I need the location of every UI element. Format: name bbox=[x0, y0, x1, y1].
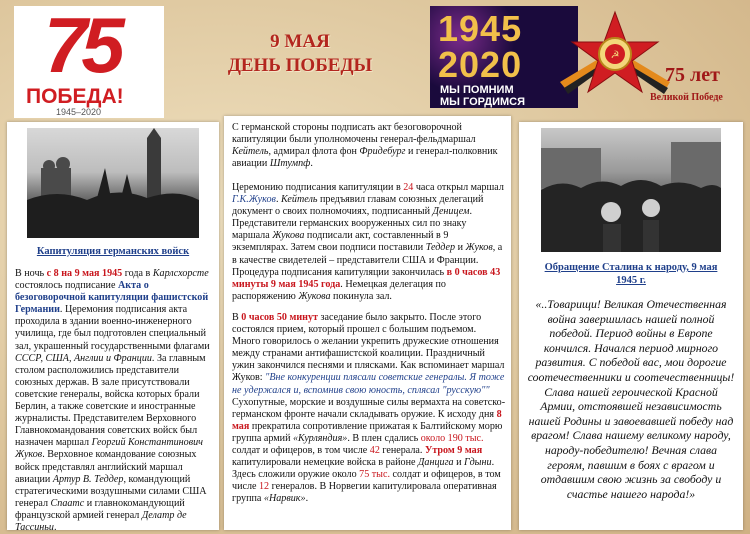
banner-motto-1: МЫ ПОМНИМ bbox=[440, 84, 514, 96]
kremlin-victory-photo bbox=[27, 128, 199, 238]
banner-year-1: 1945 bbox=[438, 8, 523, 49]
anniversary-subtitle: Великой Победе bbox=[650, 92, 723, 103]
anniversary-banner bbox=[430, 6, 578, 108]
anniversary-years: 75 лет bbox=[665, 64, 720, 86]
crowd-celebration-photo bbox=[541, 128, 721, 252]
left-text: В ночь с 8 на 9 мая 1945 года в Карлсхорсте состоялось подписание Акта о безоговорочной капитуляции фашистской Германии. Церемония подписания акта проходила в здании военно-инженерного училища, где был подготовлен специальный зал, украшенный государственными флагами СССР, США, Англии и Франции. За главным столом расположились представители союзных держав. В зале присутствовали советские генералы, войска которых брали Берлин, а также советские и иностранные журналисты. Представителем Верховного Главнокомандования советских войск был назначен маршал Георгий Константинович Жуков. Верховное командование союзных войск представлял английский маршал авиации Артур В. Теддер, командующий стратегическими воздушными силами США генерал Спаатс и главнокомандующий французской армией генерал Делатр де Тассиньи. bbox=[15, 268, 210, 533]
middle-panel bbox=[224, 116, 511, 530]
mid-paragraph-2: Церемонию подписания капитуляции в 24 часа открыл маршал Г.К.Жуков. Кейтель предъявил главам союзных делегаций документ о своих полномочиях, подписанный Деницем. Представители германских вооруженных сил по знаку маршала Жукова подписали акт, составленный в 9 экземплярах. Затем свои подписи поставили Теддер и Жуков, а в качестве свидетелей – представители США и Франции. Процедура подписания капитуляции закончилась в 0 часов 43 минуты 9 мая 1945 года. Немецкая делегация по распоряжению Жукова покинула зал. bbox=[232, 182, 504, 302]
banner-motto-2: МЫ ГОРДИМСЯ bbox=[440, 96, 526, 108]
mid-paragraph-3: В 0 часов 50 минут заседание было закрыто. После этого состоялся прием, который прошел с большим подъемом. Много говорилось о желании укрепить дружеские отношения между странами антифашистской коалиции. Праздничный ужин закончился песнями и плясками. Как вспоминает маршал Жуков: "Вне конкуренции плясали советские генералы. Я тоже не удержался и, вспомнив свою юность, сплясал "русскую"" Сухопутные, морские и воздушные силы вермахта на советско-германском фронте начали складывать оружие. К исходу дня 8 мая прекратила сопротивление прижатая к Балтийскому морю группа армий «Курляндия». В плен сдались около 190 тыс. солдат и офицеров, в том числе 42 генерала. Утром 9 мая капитулировали немецкие войска в районе Данцига и Гдыни. Здесь сложили оружие около 75 тыс. солдат и офицеров, в том числе 12 генералов. В Норвегии капитулировала оперативная группа «Нарвик». bbox=[232, 312, 506, 505]
mid-paragraph-1: С германской стороны подписать акт безоговорочной капитуляции были уполномочены генерал-фельдмаршал Кейтель, адмирал флота фон Фридебург и генерал-полковник авиации Штумпф. bbox=[232, 122, 498, 170]
stalin-quote: «..Товарищи! Великая Отечественная война завершилась нашей полной победой. Период войны в Европе кончился. Начался период мирного развития. С победой вас, мои дорогие соотечественники и соотечественницы! Слава нашей героической Красной Армии, отстоявшей независимость нашей Родины и завоевавшей победу над врагом! Слава нашему великому народу, народу-победителю! Вечная слава героям, павшим в боях с врагом и отдавшим свою жизнь за свободу и счастье нашего народа!» bbox=[527, 297, 735, 501]
svg-text:☭: ☭ bbox=[610, 50, 620, 61]
right-panel bbox=[519, 122, 743, 530]
title-line-1: 9 МАЯ bbox=[270, 31, 330, 52]
logo-years: 1945–2020 bbox=[56, 107, 102, 117]
page-title bbox=[195, 30, 405, 78]
logo-number: 75 bbox=[44, 1, 119, 89]
order-star-icon bbox=[560, 8, 670, 104]
right-caption: Обращение Сталина к народу, 9 мая 1945 г. bbox=[544, 262, 718, 286]
logo-label: ПОБЕДА! bbox=[26, 85, 124, 108]
left-caption: Капитуляция германских войск bbox=[36, 246, 190, 257]
left-panel bbox=[7, 122, 219, 533]
banner-year-2: 2020 bbox=[438, 44, 523, 85]
title-line-2: ДЕНЬ ПОБЕДЫ bbox=[227, 55, 373, 76]
victory-75-logo bbox=[14, 1, 164, 118]
